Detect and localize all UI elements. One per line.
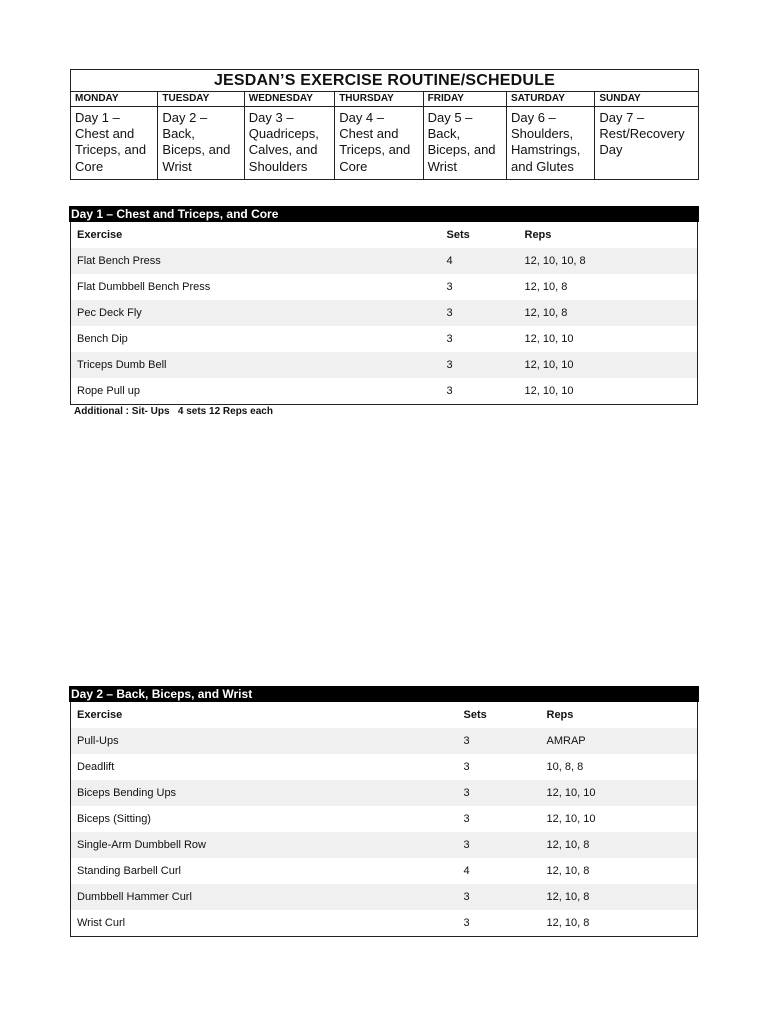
day-plan-saturday: Day 6 – Shoulders, Hamstrings, and Glutes [506,107,594,180]
reps-column-header: Reps [546,709,574,721]
exercise-reps: 12, 10, 10 [519,352,698,378]
day-header-friday: FRIDAY [423,92,506,107]
day-plan-wednesday: Day 3 – Quadriceps, Calves, and Shoulders [244,107,334,180]
table-row [71,274,698,300]
day-header-wednesday: WEDNESDAY [244,92,334,107]
table-row [71,352,698,378]
day1-section [69,206,699,417]
day2-section [69,686,699,937]
exercise-sets: 3 [458,832,541,858]
exercise-reps: 12, 10, 8 [519,300,698,326]
exercise-sets: 3 [441,352,519,378]
sets-column-header: Sets [446,229,470,241]
day-plan-tuesday: Day 2 – Back, Biceps, and Wrist [158,107,244,180]
exercise-sets: 3 [458,884,541,910]
exercise-sets: 3 [446,333,453,345]
table-header-row [71,222,698,248]
exercise-reps: AMRAP [541,728,698,754]
exercise-name: Biceps (Sitting) [77,813,151,825]
day-plan-monday: Day 1 – Chest and Triceps, and Core [71,107,158,180]
exercise-name: Biceps Bending Ups [71,780,458,806]
exercise-reps: 12, 10, 10, 8 [519,248,698,274]
table-header-row [71,702,698,728]
day-plan-thursday: Day 4 – Chest and Triceps, and Core [335,107,423,180]
table-row [71,884,698,910]
exercise-sets: 3 [446,281,453,293]
exercise-name: Standing Barbell Curl [77,865,181,877]
day1-additional-note: Additional : Sit- Ups 4 sets 12 Reps each [74,406,273,417]
exercise-sets: 4 [441,248,519,274]
day-plan-sunday: Day 7 – Rest/Recovery Day [595,107,699,180]
table-row [71,858,698,884]
exercise-reps: 12, 10, 10 [541,780,698,806]
exercise-sets: 3 [463,917,470,929]
table-row [71,248,698,274]
exercise-sets: 3 [463,761,470,773]
table-row [71,806,698,832]
exercise-reps: 12, 10, 8 [524,281,568,293]
exercise-reps: 12, 10, 8 [546,865,590,877]
day-header-saturday: SATURDAY [506,92,594,107]
exercise-name: Flat Bench Press [71,248,441,274]
table-row [71,754,698,780]
exercise-sets: 3 [458,780,541,806]
exercise-reps: 12, 10, 10 [546,813,596,825]
exercise-name: Rope Pull up [77,385,140,397]
exercise-name: Single-Arm Dumbbell Row [71,832,458,858]
table-row [71,326,698,352]
day-plan-friday: Day 5 – Back, Biceps, and Wrist [423,107,506,180]
table-row [71,780,698,806]
day-header-tuesday: TUESDAY [158,92,244,107]
exercise-name: Triceps Dumb Bell [71,352,441,378]
table-row [71,728,698,754]
exercise-sets: 3 [441,300,519,326]
exercise-name: Deadlift [77,761,115,773]
exercise-name: Flat Dumbbell Bench Press [77,281,211,293]
sets-column-header: Sets [463,709,487,721]
day1-section-title: Day 1 – Chest and Triceps, and Core [69,206,699,222]
exercise-sets: 3 [463,813,470,825]
exercise-name: Wrist Curl [77,917,126,929]
exercise-sets: 3 [446,385,453,397]
day-header-sunday: SUNDAY [595,92,699,107]
exercise-reps: 12, 10, 8 [541,832,698,858]
exercise-sets: 4 [463,865,470,877]
day2-section-title: Day 2 – Back, Biceps, and Wrist [69,686,699,702]
weekly-schedule-table [70,69,699,180]
table-row [71,832,698,858]
table-row [71,910,698,937]
exercise-column-header: Exercise [77,709,123,721]
day-header-monday: MONDAY [71,92,158,107]
exercise-name: Bench Dip [77,333,128,345]
exercise-reps: 10, 8, 8 [546,761,584,773]
exercise-column-header: Exercise [77,229,123,241]
exercise-name: Pull-Ups [71,728,458,754]
day-header-thursday: THURSDAY [335,92,423,107]
table-row [71,378,698,405]
exercise-reps: 12, 10, 10 [524,333,574,345]
schedule-title: JESDAN’S EXERCISE ROUTINE/SCHEDULE [71,70,699,92]
exercise-sets: 3 [458,728,541,754]
exercise-name: Pec Deck Fly [71,300,441,326]
day2-exercise-table [70,702,698,937]
exercise-reps: 12, 10, 8 [541,884,698,910]
exercise-reps: 12, 10, 8 [546,917,590,929]
day1-exercise-table [70,222,698,405]
table-row [71,300,698,326]
reps-column-header: Reps [524,229,552,241]
exercise-reps: 12, 10, 10 [524,385,574,397]
exercise-name: Dumbbell Hammer Curl [71,884,458,910]
